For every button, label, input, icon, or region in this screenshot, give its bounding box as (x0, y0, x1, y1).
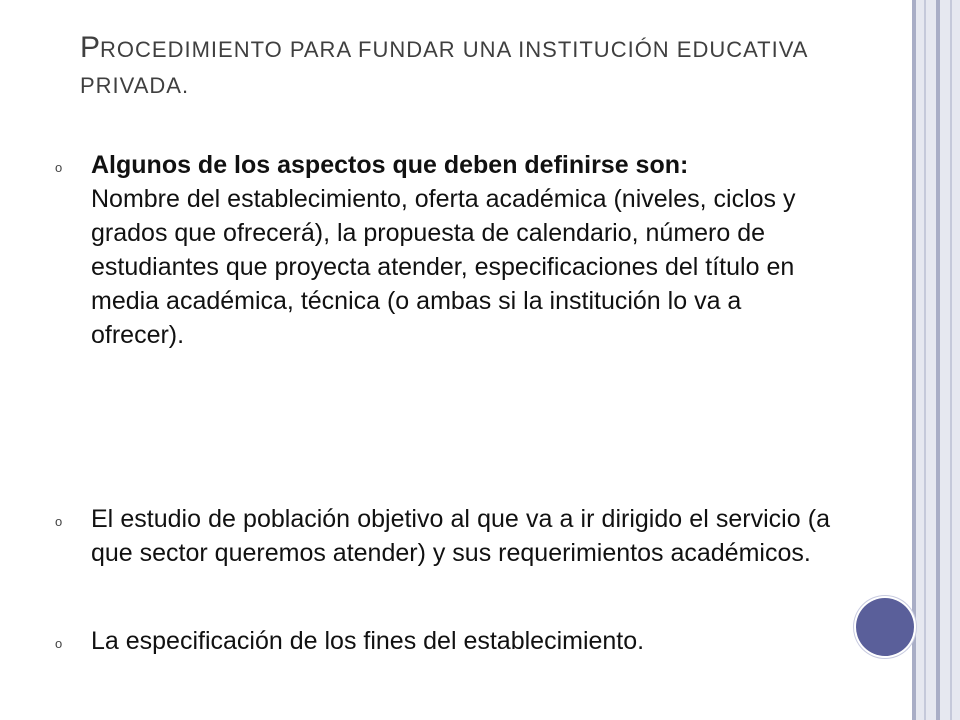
decorative-border (912, 0, 960, 720)
bullet-heading: Algunos de los aspectos que deben definirse son: (91, 151, 689, 179)
slide-title (80, 26, 840, 101)
title-initial: P (80, 31, 101, 64)
bullet-item (55, 502, 830, 570)
bullet-item (55, 148, 830, 352)
border-line (936, 0, 940, 720)
bullet-item (55, 624, 830, 658)
bullet-circle-icon: o (55, 636, 63, 651)
border-line (924, 0, 926, 720)
bullet-text: Nombre del establecimiento, oferta académica (niveles, ciclos y grados que ofrecerá), la propuesta de calendario, número de estudiantes que proyecta atender, especificaciones del título en media académica, técnica (o ambas si la institución lo va a ofrecer). (91, 185, 796, 349)
border-line (950, 0, 952, 720)
bullet-text: El estudio de población objetivo al que va a ir dirigido el servicio (a que sector queremos atender) y sus requerimientos académicos. (91, 505, 830, 567)
border-line (912, 0, 916, 720)
bullet-text: La especificación de los fines del establecimiento. (91, 627, 645, 655)
decorative-circle (856, 598, 914, 656)
title-text: ROCEDIMIENTO PARA FUNDAR UNA INSTITUCIÓN EDUCATIVA PRIVADA. (80, 37, 808, 98)
bullet-circle-icon: o (55, 160, 63, 175)
bullet-circle-icon: o (55, 514, 63, 529)
